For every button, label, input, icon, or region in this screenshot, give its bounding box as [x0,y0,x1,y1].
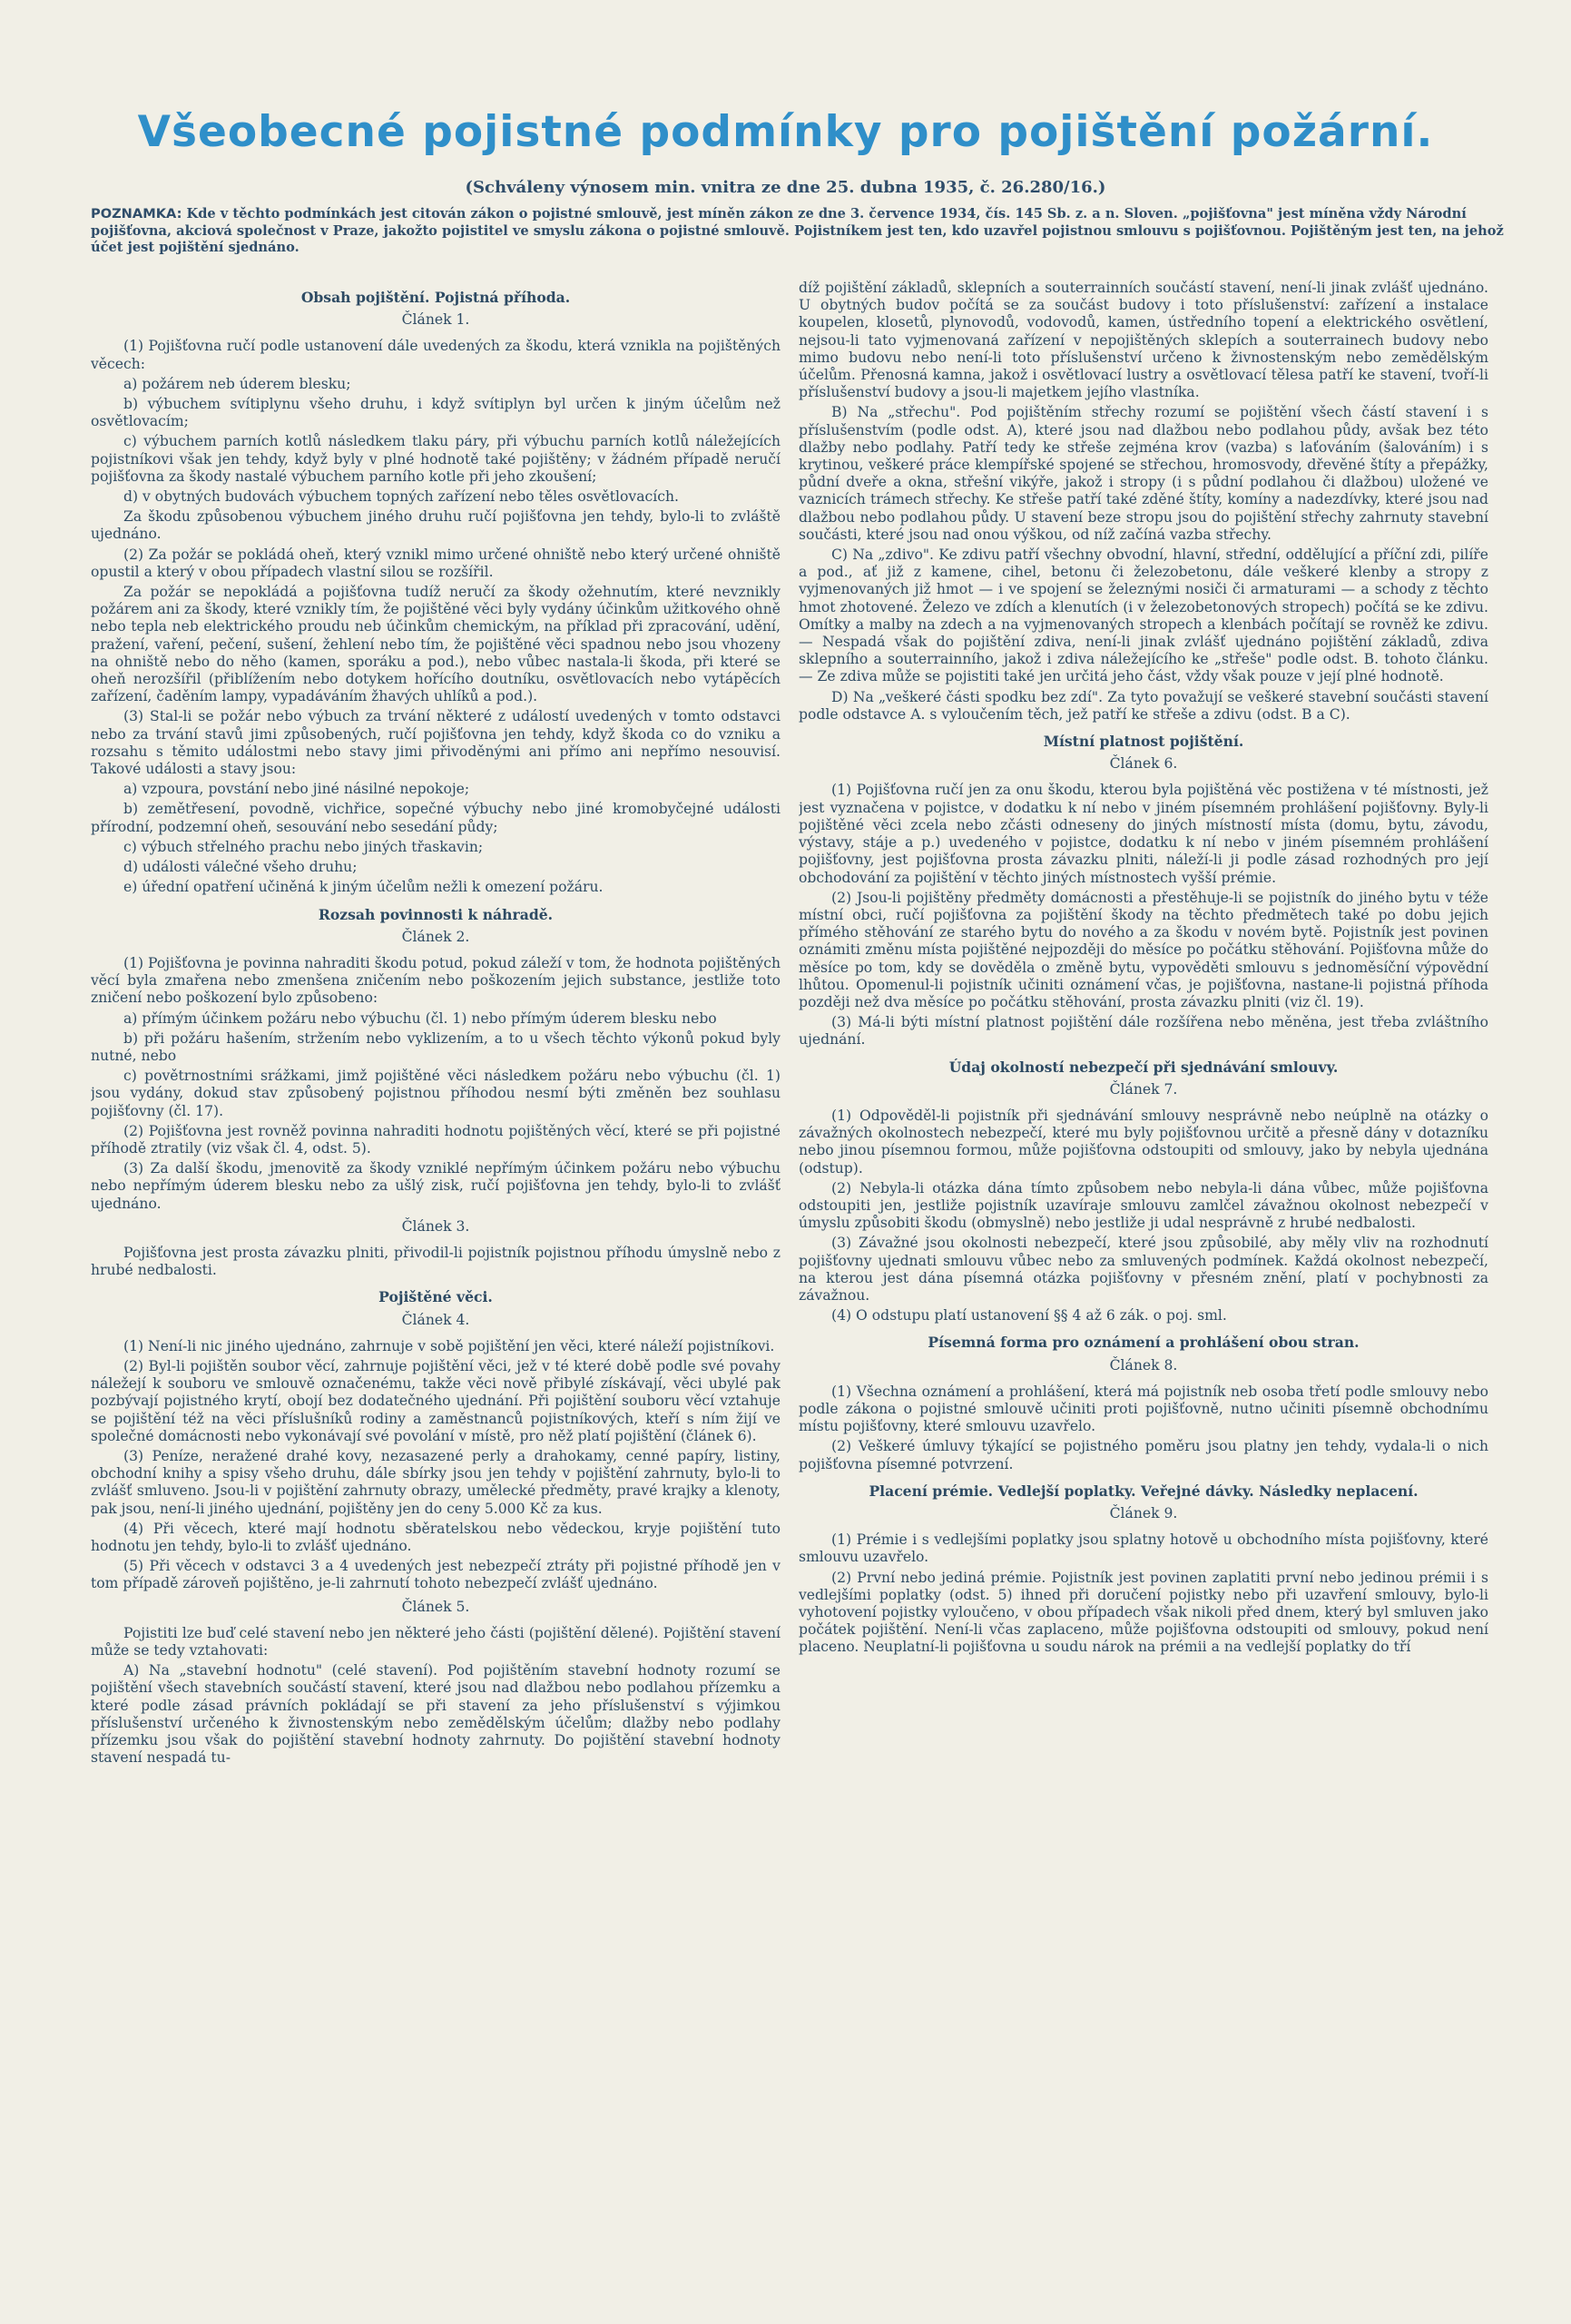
paragraph: (4) Při věcech, které mají hodnotu sběratelskou nebo vědeckou, kryje pojištění tuto hodnotu jen tehdy, bylo-li to zvlášť ujednáno. [91,1520,781,1554]
article-number: Článek 2. [401,928,470,945]
paragraph: (1) Odpověděl-li pojistník při sjednávání smlouvy nesprávně nebo neúplně na otázky o závažných okolnostech nebezpečí, které mu byly pojišťovnou určitě a přesně dány v dotazníku nebo jinou písemnou formou, může pojišťovna odstoupiti od smlouvy, jako by nebyla ujednána (odstup). [799,1107,1488,1177]
document-title: Všeobecné pojistné podmínky pro pojištění požární. [137,107,1434,157]
paragraph: (2) Pojišťovna jest rovněž povinna nahraditi hodnotu pojištěných věcí, které se při pojistné příhodě ztratily (viz však čl. 4, odst. 5). [91,1122,781,1157]
section-heading: Místní platnost pojištění. [1043,733,1244,751]
paragraph: (2) První nebo jediná prémie. Pojistník jest povinen zaplatiti první nebo jedinou prémii i s vedlejšími poplatky (odst. 5) ihned při doručení pojistky nebo při uzavření smlouvy, bylo-li vyhotovení pojistky vyloučeno, v obou případech však nikoli před dnem, který byl smluven jako počátek pojištění. Není-li včas zaplaceno, může pojišťovna odstoupiti od smlouvy, pokud není placeno. Neuplatní-li pojišťovna u soudu nárok na prémii a na vedlejší poplatky do tří [799,1569,1488,1656]
article-number: Článek 8. [1109,1356,1178,1374]
paragraph: díž pojištění základů, sklepních a souterrainních součástí stavení, není-li jinak zvlášť ujednáno. U obytných budov počítá se za součást budovy i toto příslušenství: zařízení a instalace koupelen, klosetů, plynovodů, vodovodů, kamen, ústředního topení a elektrického osvětlení, nejsou-li tato vyjmenovaná zařízení v nepojištěných sklepích a souterrainech budovy nebo mimo budovu nebo není-li toto příslušenství určeno k živnostenským nebo zemědělským účelům. Přenosná kamna, jakož i osvětlovací lustry a osvětlovací tělesa patří ke stavení, tvoří-li příslušenství budovy a jsou-li majetkem jejího vlastníka. [799,280,1488,401]
paragraph: b) při požáru hašením, stržením nebo vyklizením, a to u všech těchto výkonů pokud byly nutné, nebo [91,1029,781,1064]
left-column [91,280,781,2313]
article-number: Článek 5. [401,1598,470,1615]
paragraph: D) Na „veškeré části spodku bez zdí". Za tyto považují se veškeré stavební součásti stavení podle odstavce A. s vyloučením těch, jež patří ke střeše a zdivu (odst. B a C). [799,688,1488,723]
article-number: Článek 7. [1109,1080,1178,1098]
paragraph: c) povětrnostními srážkami, jimž pojištěné věci následkem požáru nebo výbuchu (čl. 1) jsou vydány, dokud stav způsobený pojistnou příhodou nesmí býti změněn bez souhlasu pojišťovny (čl. 17). [91,1068,781,1119]
paragraph: a) přímým účinkem požáru nebo výbuchu (čl. 1) nebo přímým úderem blesku nebo [123,1009,717,1027]
paragraph: (1) Pojišťovna ručí podle ustanovení dále uvedených za škodu, která vznikla na pojištěných věcech: [91,338,781,372]
note-text: Kde v těchto podmínkách jest citován zákon o pojistné smlouvě, jest míněn zákon ze dne 3. července 1934, čís. 145 Sb. z. a n. Sloven. „pojišťovna" jest míněna vždy Národní pojišťovna, akciová společnost v Praze, jakožto pojistitel ve smyslu zákona o pojistné smlouvě. Pojistníkem jest ten, kdo uzavřel pojistnou smlouvu s pojišťovnou. Pojištěným jest ten, na jehož účet jest pojištění sjednáno. [91,206,1504,255]
paragraph: (1) Prémie i s vedlejšími poplatky jsou splatny hotově u obchodního místa pojišťovny, které smlouvu uzavřelo. [799,1531,1488,1566]
paragraph: a) vzpoura, povstání nebo jiné násilné nepokoje; [123,781,470,798]
section-heading: Písemná forma pro oznámení a prohlášení obou stran. [928,1334,1360,1352]
paragraph: A) Na „stavební hodnotu" (celé stavení). Pod pojištěním stavební hodnoty rozumí se pojištění všech stavebních součástí stavení, které jsou nad dlažbou nebo podlahou přízemku a které podle zásad právních pokládají se při stavení za jeho příslušenství s výjimkou příslušenství určeného k živnostenským nebo zemědělským účelům; dlažby nebo podlahy přízemku jsou však do pojištění stavební hodnoty zahrnuty. Do pojištění stavební hodnoty stavení nespadá tu- [91,1662,781,1767]
paragraph: (3) Za další škodu, jmenovitě za škody vzniklé nepřímým účinkem požáru nebo výbuchu nebo nepřímým úderem blesku nebo za ušlý zisk, ručí pojišťovna jen tehdy, bylo-li to zvlášť ujednáno. [91,1160,781,1212]
paragraph: (5) Při věcech v odstavci 3 a 4 uvedených jest nebezpečí ztráty při pojistné příhodě jen v tom případě zároveň pojištěno, je-li zahrnutí tohoto nebezpečí zvlášť ujednáno. [91,1558,781,1592]
section-heading: Placení prémie. Vedlejší poplatky. Veřejné dávky. Následky neplacení. [869,1482,1419,1500]
article-number: Článek 1. [401,311,470,329]
article-number: Článek 4. [401,1311,470,1328]
paragraph: (2) Za požár se pokládá oheň, který vznikl mimo určené ohniště nebo který určené ohniště opustil a který v obou případech vlastní silou se rozšířil. [91,546,781,580]
paragraph: (2) Nebyla-li otázka dána tímto způsobem nebo nebyla-li dána vůbec, může pojišťovna odstoupiti jen, jestliže pojistník uzavíraje smlouvu zamlčel závažnou okolnost nebezpečí v úmyslu způsobiti škodu (obmyslně) nebo jestliže ji udal nesprávně z hrubé nedbalosti. [799,1179,1488,1232]
paragraph: (2) Jsou-li pojištěny předměty domácnosti a přestěhuje-li se pojistník do jiného bytu v téže místní obci, ručí pojišťovna za pojištění škody na těchto předmětech také po dobu jejich přímého stěhování ze starého bytu do nového a za škodu v novém bytě. Pojistník jest povinen oznámiti změnu místa pojištěné nejpozději do měsíce po počátku stěhování. Pojišťovna může do měsíce po tom, kdy se dověděla o změně bytu, vypověděti smlouvu s jednoměsíční výpovědní lhůtou. Opomenul-li pojistník učiniti oznámení včas, je pojišťovna, nastane-li pojistná příhoda později než dva měsíce po počátku stěhování, prosta závazku plniti (viz čl. 19). [799,889,1488,1010]
paragraph: (3) Má-li býti místní platnost pojištění dále rozšířena nebo měněna, jest třeba zvláštního ujednání. [799,1014,1488,1049]
paragraph: Za požár se nepokládá a pojišťovna tudíž neručí za škody ožehnutím, které nevznikly požárem ani za škody, které vznikly tím, že pojištěné věci byly vydány účinkům užitkového ohně nebo tepla neb elektrického proudu neb účinkům chemickým, na příklad při zpracování, udění, pražení, vaření, pečení, sušení, žehlení nebo tím, že pojištěné věci spadnou nebo jsou vhozeny na ohniště nebo do něho (kamen, sporáku a pod.), nebo vůbec nastala-li škoda, při které se oheň nerozšířil (přiblížením nebo dotykem hořícího doutníku, osvětlovacích nebo vytápěcích zařízení, čaděním lampy, vypadáváním žhavých uhlíků a pod.). [91,584,781,705]
paragraph: (3) Stal-li se požár nebo výbuch za trvání některé z událostí uvedených v tomto odstavci nebo za trvání stavů jimi způsobených, ručí pojišťovna jen tehdy, když škoda co do vzniku a rozsahu s těmito událostmi nebo stavy jimi přivoděnými ani přímo ani nepřímo nesouvisí. Takové události a stavy jsou: [91,708,781,778]
paragraph: c) výbuchem parních kotlů následkem tlaku páry, při výbuchu parních kotlů náležejících pojistníkovi však jen tehdy, když byly v plné hodnotě také pojištěny; v žádném případě neručí pojišťovna za škody nastalé výbuchem parního kotle při jeho zkoušení; [91,433,781,485]
section-heading: Rozsah povinnosti k náhradě. [318,905,554,923]
article-number: Článek 9. [1109,1505,1178,1521]
paragraph: B) Na „střechu". Pod pojištěním střechy rozumí se pojištění všech částí stavení i s příslušenstvím (podle odst. A), které jsou nad dlažbou nebo podlahou půdy, avšak bez této dlažby nebo podlahy. Patří tedy ke střeše zejména krov (vazba) s laťováním (šalováním) i s krytinou, veškeré práce klempířské spojené se střechou, hromosvody, dřevěné štíty a přepážky, půdní dveře a okna, střešní vikýře, jakož i stropy (i s půdní podlahou či dlažbou) uložené ve vaznicích trámech střechy. Ke střeše patří také zděné štíty, komíny a nadezdívky, které jsou nad dlažbou nebo podlahou půdy. U stavení beze stropu jsou do pojištění střechy zahrnuty stavební součásti, které jsou nad onou výškou, od níž začíná vazba střechy. [799,404,1488,543]
paragraph: d) události válečné všeho druhu; [123,859,358,876]
section-heading: Pojištěné věci. [378,1288,493,1306]
paragraph: (1) Všechna oznámení a prohlášení, která má pojistník neb osoba třetí podle smlouvy nebo podle zákona o pojistné smlouvě učiniti proti pojišťovně, nutno učiniti písemně obchodnímu místu pojišťovny, které smlouvu uzavřelo. [799,1383,1488,1435]
section-heading: Obsah pojištění. Pojistná příhoda. [300,289,571,306]
paragraph: a) požárem neb úderem blesku; [123,375,351,392]
paragraph: (1) Pojišťovna je povinna nahraditi škodu potud, pokud záleží v tom, že hodnota pojištěných věcí byla zmařena nebo zmenšena zničením nebo poškozením jejich substance, jestliže toto zničení nebo poškození bylo způsobeno: [91,954,781,1007]
paragraph: Za škodu způsobenou výbuchem jiného druhu ručí pojišťovna jen tehdy, bylo-li to zvláště ujednáno. [91,508,781,543]
paragraph: (1) Není-li nic jiného ujednáno, zahrnuje v sobě pojištění jen věci, které náleží pojistníkovi. [123,1337,775,1354]
paragraph: (3) Peníze, neražené drahé kovy, nezasazené perly a drahokamy, cenné papíry, listiny, obchodní knihy a spisy všeho druhu, dále sbírky jsou jen tehdy v pojištění zahrnuty, bylo-li to zvlášť smluveno. Jsou-li v pojištění zahrnuty obrazy, umělecké předměty, pravé krajky a klenoty, pak jsou, není-li jiného ujednání, pojištěny jen do ceny 5.000 Kč za kus. [91,1447,781,1517]
paragraph: c) výbuch střelného prachu nebo jiných třaskavin; [123,838,484,855]
right-column [799,280,1488,2313]
paragraph: b) výbuchem svítiplynu všeho druhu, i když svítiplyn byl určen k jiným účelům než osvětlovacím; [91,396,781,430]
note-label: POZNAMKA: [91,206,182,222]
paragraph: (4) O odstupu platí ustanovení §§ 4 až 6 zák. o poj. sml. [831,1307,1227,1324]
article-number: Článek 3. [401,1217,470,1235]
paragraph: C) Na „zdivo". Ke zdivu patří všechny obvodní, hlavní, střední, oddělující a příční zdi, pilíře a pod., ať již z kamene, cihel, betonu či železobetonu, dále veškeré klenby a stropy z vyjmenovaných již hmot — i ve spojení se železnými nosiči či armaturami — a schody z těchto hmot zhotovené. Železo ve zdích a klenutích (i v železobetonových stropech) počítá se ke zdivu. Omítky a malby na zdech a na vyjmenovaných stropech a klenbách počítají se rovněž ke zdivu. — Nespadá však do pojištění zdiva, není-li jinak zvlášť ujednáno pojištění základů, zdiva sklepního a souterrainního, jakož i zdiva náležejícího ke „střeše" podle odst. B. tohoto článku. — Ze zdiva může se pojistiti také jen určitá jeho část, vždy však pouze v její plné hodnotě. [799,547,1488,685]
note-paragraph [91,206,1507,257]
article-number: Článek 6. [1109,755,1178,773]
approval-line: (Schváleny výnosem min. vnitra ze dne 25. dubna 1935, č. 26.280/16.) [465,178,1106,197]
paragraph: e) úřední opatření učiněná k jiným účelům nežli k omezení požáru. [123,879,604,896]
paragraph: (2) Veškeré úmluvy týkající se pojistného poměru jsou platny jen tehdy, vydala-li o nich pojišťovna písemné potvrzení. [799,1438,1488,1472]
section-heading: Údaj okolností nebezpečí při sjednávání smlouvy. [948,1058,1339,1076]
paragraph: (2) Byl-li pojištěn soubor věcí, zahrnuje pojištění věci, jež v té které době podle své povahy náležejí k souboru ve smlouvě označenému, takže věci nově přibylé získávají, věci ubylé pak pozbývají pojistného krytí, obojí bez dodatečného ujednání. Při pojištění souboru věcí vztahuje se pojištění též na věci příslušníků rodiny a zaměstnanců pojistníkových, kteří s ním žijí ve společné domácnosti nebo vykonávají své povolání v místě, pro něž platí pojištění (článek 6). [91,1357,781,1444]
paragraph: (3) Závažné jsou okolnosti nebezpečí, které jsou způsobilé, aby měly vliv na rozhodnutí pojišťovny ujednati smlouvu vůbec nebo za smluvených podmínek. Každá okolnost nebezpečí, na kterou jest dána písemná otázka pojišťovny v přesném znění, platí v pochybnosti za závažnou. [799,1235,1488,1304]
paragraph: d) v obytných budovách výbuchem topných zařízení nebo těles osvětlovacích. [123,488,679,506]
paragraph: Pojišťovna jest prosta závazku plniti, přivodil-li pojistník pojistnou příhodu úmyslně nebo z hrubé nedbalosti. [91,1244,781,1279]
paragraph: b) zemětřesení, povodně, vichřice, sopečné výbuchy nebo jiné kromobyčejné události přírodní, podzemní oheň, sesouvání nebo sesedání půdy; [91,801,781,835]
paragraph: Pojistiti lze buď celé stavení nebo jen některé jeho části (pojištění dělené). Pojištění stavení může se tedy vztahovati: [91,1624,781,1659]
paragraph: (1) Pojišťovna ručí jen za onu škodu, kterou byla pojištěná věc postižena v té místnosti, jež jest vyznačena v pojistce, v dodatku k ní nebo v jiném písemném prohlášení pojišťovny. Byly-li pojištěné věci zcela nebo zčásti odneseny do jiných místností místa (domu, bytu, závodu, výstavy, stáje a p.) uvedeného v pojistce, dodatku k ní nebo v jiném písemném prohlášení pojišťovny, jest pojišťovna prosta závazku plniti, náleží-li ji podle zásad rozhodných pro její obchodování za pojištění v těchto jiných místnostech vyšší prémie. [799,782,1488,886]
